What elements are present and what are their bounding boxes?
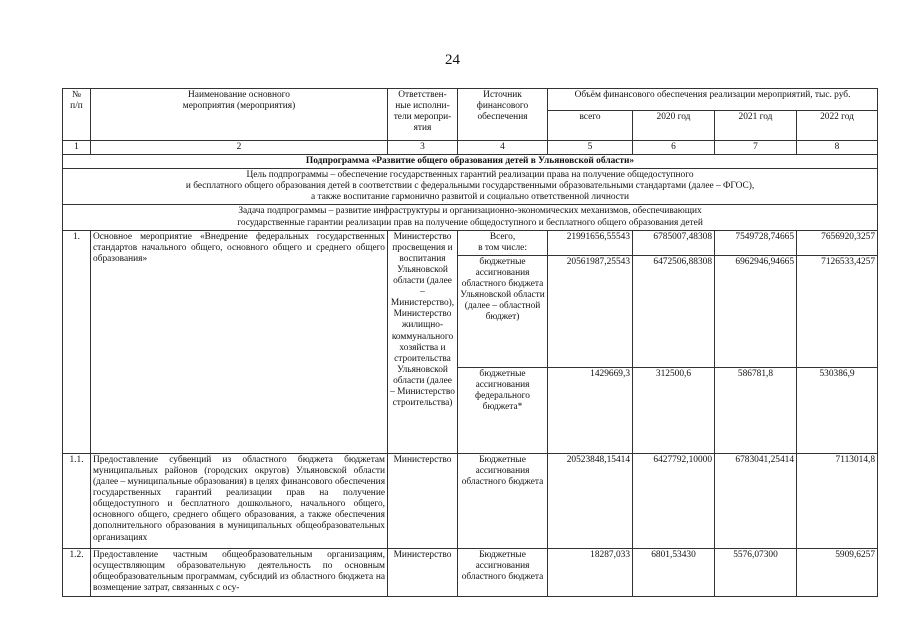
- header-responsible: Ответствен- ные исполни- тели меропри- ятия: [388, 89, 458, 141]
- value-2020: 312500,6: [633, 367, 715, 453]
- value-2022: 530386,9: [797, 367, 878, 453]
- value-total: 20523848,15414: [548, 453, 633, 548]
- header-num: № п/п: [63, 89, 91, 141]
- col-number: 5: [548, 141, 633, 155]
- value-2020: 6427792,10000: [633, 453, 715, 548]
- row-name: Предоставление частным общеобразовательным организациям, осуществляющим образовательную деятельность по основным общеобразовательным программам, субсидий из областного бюджета на возмещение затрат, связанных с осу-: [91, 548, 388, 596]
- row-responsible: Министерство: [388, 453, 458, 548]
- goal-row: [63, 169, 878, 205]
- value-2020: 6785007,48308: [633, 230, 715, 255]
- table-row: [63, 548, 878, 596]
- source-label: бюджетные ассигнования федерального бюджета*: [458, 367, 548, 453]
- col-number: 4: [458, 141, 548, 155]
- task-text: Задача подпрограммы – развитие инфраструктуры и организационно-экономических механизмов, обеспечивающих государственные гарантии реализации прав на получение общедоступного и бесплатного общего образования детей: [63, 205, 878, 230]
- task-row: [63, 205, 878, 230]
- row-name: Основное мероприятие «Внедрение федеральных государственных стандартов начального общего, основного общего и среднего общего образования»: [91, 230, 388, 453]
- col-number: 6: [633, 141, 715, 155]
- value-2020: 6801,53430: [633, 548, 715, 596]
- table-row: [63, 453, 878, 548]
- row-number: 1.1.: [63, 453, 91, 548]
- value-2021: 586781,8: [715, 367, 797, 453]
- source-label: Бюджетные ассигнования областного бюджета: [458, 453, 548, 548]
- source-label: Всего, в том числе:: [458, 230, 548, 255]
- value-2020: 6472506,88308: [633, 255, 715, 367]
- col-number: 3: [388, 141, 458, 155]
- value-total: 21991656,55543: [548, 230, 633, 255]
- value-2022: 7126533,4257: [797, 255, 878, 367]
- value-total: 18287,033: [548, 548, 633, 596]
- row-number: 1.2.: [63, 548, 91, 596]
- subprogram-row: [63, 155, 878, 169]
- source-label: Бюджетные ассигнования областного бюджета: [458, 548, 548, 596]
- row-name: Предоставление субвенций из областного бюджета бюджетам муниципальных районов (городских округов) Ульяновской области (далее – муниципальные образования) в целях финансового обеспечения государственных гарантий реализации прав на получение общедоступного и бесплатного дошкольного, начального общего, основного общего, среднего общего образования, а также обеспечения дополнительного образования в муниципальных общеобразовательных организациях: [91, 453, 388, 548]
- value-2021: 7549728,74665: [715, 230, 797, 255]
- value-2022: 7113014,8: [797, 453, 878, 548]
- row-responsible: Министерство просвещения и воспитания Ульяновской области (далее – Министерство), Министерство жилищно-коммунального хозяйства и строительства Ульяновской области (далее – Министерство строительства): [388, 230, 458, 453]
- subprogram-title: Подпрограмма «Развитие общего образования детей в Ульяновской области»: [63, 155, 878, 169]
- value-2021: 6962946,94665: [715, 255, 797, 367]
- row-number: 1.: [63, 230, 91, 453]
- funding-table: [62, 88, 878, 597]
- col-number: 2: [91, 141, 388, 155]
- column-numbers-row: [63, 141, 878, 155]
- table-row: [63, 230, 878, 255]
- value-2021: 6783041,25414: [715, 453, 797, 548]
- page-number: 24: [445, 52, 460, 68]
- col-number: 8: [797, 141, 878, 155]
- header-funding: Объём финансового обеспечения реализации мероприятий, тыс. руб.: [548, 89, 878, 111]
- header-2022: 2022 год: [797, 111, 878, 141]
- col-number: 7: [715, 141, 797, 155]
- value-2022: 5909,6257: [797, 548, 878, 596]
- value-total: 20561987,25543: [548, 255, 633, 367]
- header-name: Наименование основного мероприятия (мероприятия): [91, 89, 388, 141]
- header-2020: 2020 год: [633, 111, 715, 141]
- header-row-top: [63, 89, 878, 111]
- value-2022: 7656920,3257: [797, 230, 878, 255]
- col-number: 1: [63, 141, 91, 155]
- source-label: бюджетные ассигнования областного бюджета Ульяновской области (далее – областной бюджет): [458, 255, 548, 367]
- goal-text: Цель подпрограммы – обеспечение государственных гарантий реализации права на получение общедоступного и бесплатного общего образования детей в соответствии с федеральными государственными образовательными стандартами (далее – ФГОС), а также воспитание гармонично развитой и социально ответственной личности: [63, 169, 878, 205]
- value-2021: 5576,07300: [715, 548, 797, 596]
- header-2021: 2021 год: [715, 111, 797, 141]
- value-total: 1429669,3: [548, 367, 633, 453]
- row-responsible: Министерство: [388, 548, 458, 596]
- header-total: всего: [548, 111, 633, 141]
- header-source: Источник финансового обеспечения: [458, 89, 548, 141]
